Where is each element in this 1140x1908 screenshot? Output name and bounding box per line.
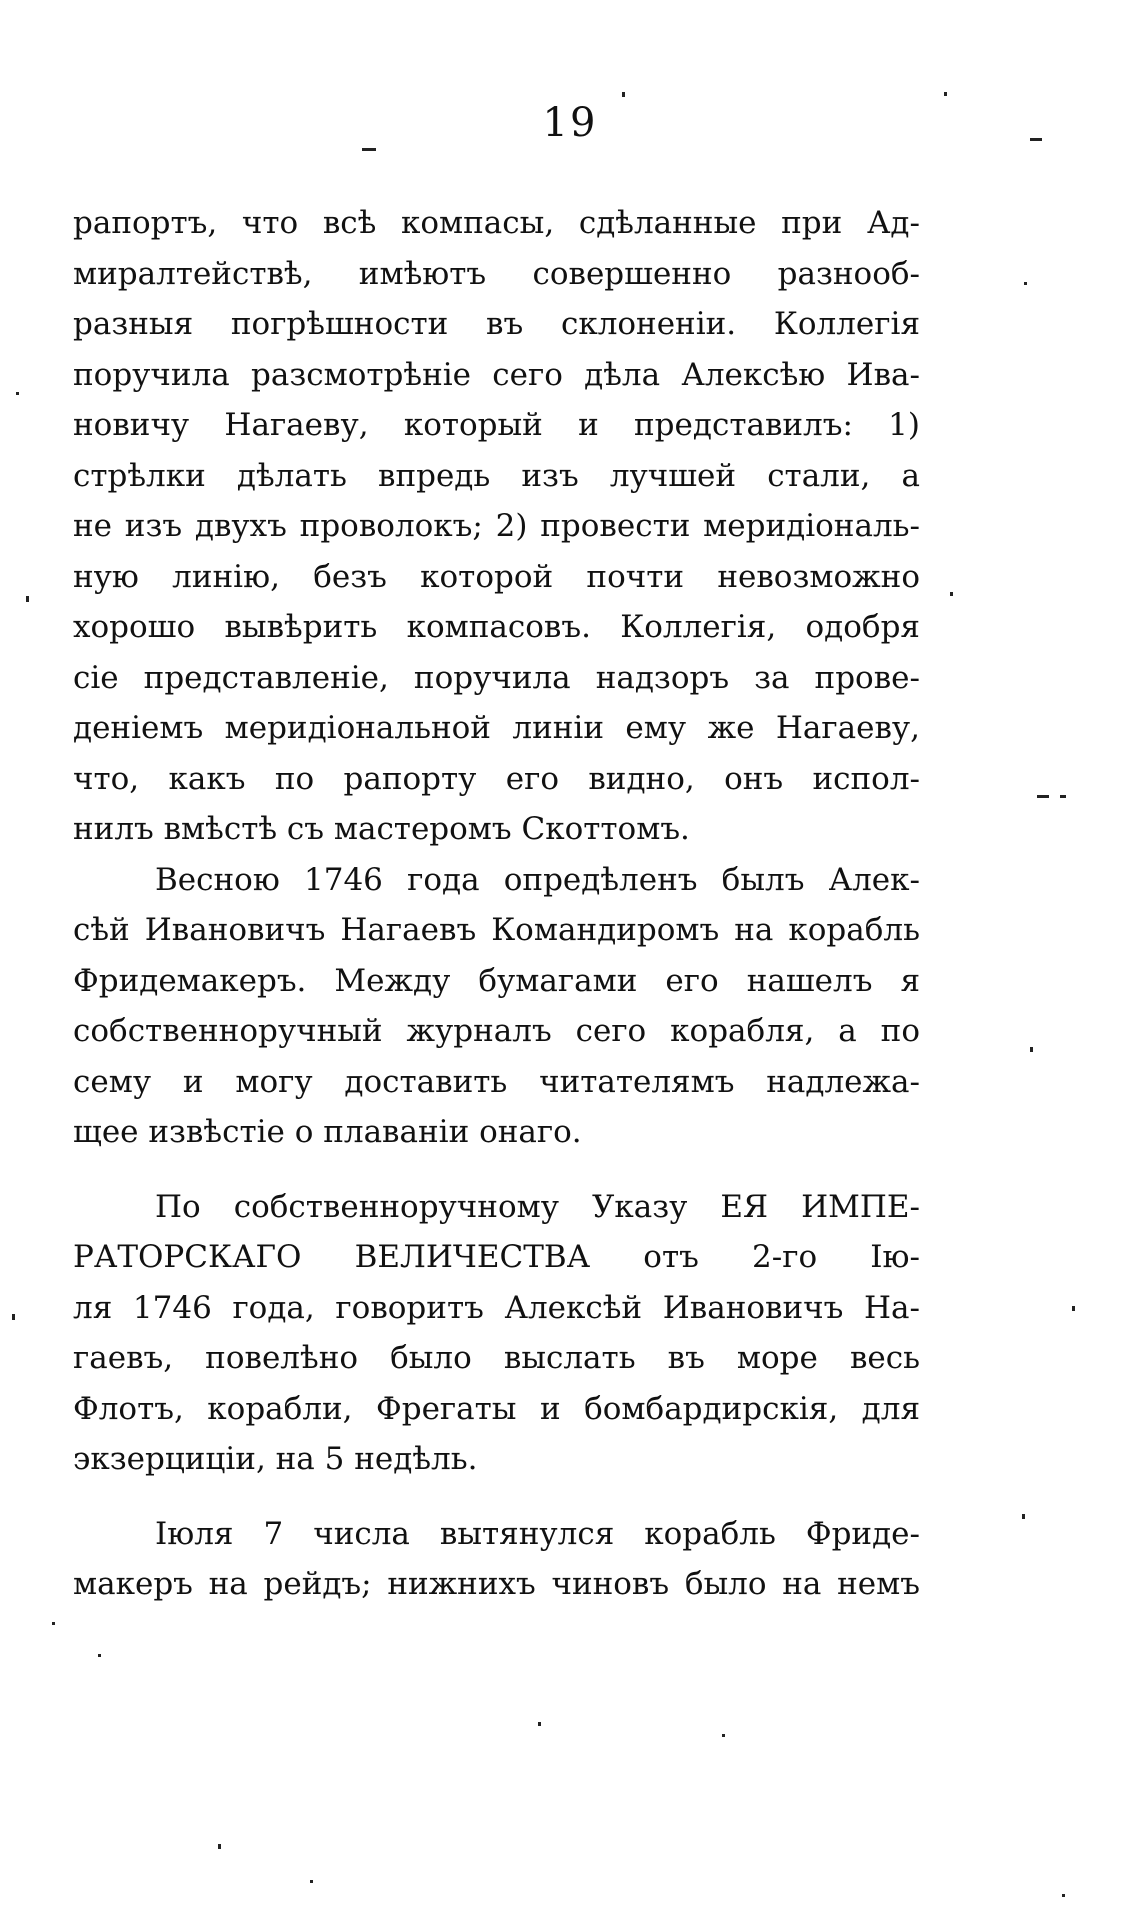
scan-speck bbox=[1022, 1514, 1025, 1519]
text-line: миралтействѣ, имѣютъ совершенно разнооб- bbox=[73, 255, 920, 292]
scan-speck bbox=[310, 1880, 313, 1883]
text-line: поручила разсмотрѣніе сего дѣла Алексѣю Ива- bbox=[73, 356, 920, 393]
text-line: сіе представленіе, поручила надзоръ за прове- bbox=[73, 659, 920, 696]
paragraph-4 bbox=[73, 1509, 920, 1610]
text-line: Весною 1746 года опредѣленъ былъ Алек- bbox=[155, 861, 920, 898]
text-line: По собственноручному Указу ЕЯ ИМПЕ- bbox=[155, 1188, 920, 1225]
text-line: гаевъ, повелѣно было выслать въ море весь bbox=[73, 1340, 920, 1376]
paragraph-2 bbox=[73, 855, 920, 1158]
text-line: щее извѣстіе о плаваніи онаго. bbox=[73, 1114, 582, 1150]
paragraph-spacer bbox=[73, 1485, 920, 1509]
text-line: Фридемакеръ. Между бумагами его нашелъ я bbox=[73, 962, 920, 999]
scan-speck bbox=[722, 1734, 725, 1737]
scan-speck bbox=[1062, 1894, 1065, 1897]
scan-speck bbox=[98, 1654, 101, 1657]
scan-speck bbox=[622, 92, 625, 97]
text-line: сѣй Ивановичъ Нагаевъ Командиромъ на корабль bbox=[73, 912, 920, 948]
scan-speck bbox=[26, 596, 29, 602]
scan-speck bbox=[1060, 795, 1066, 798]
text-line: ную линію, безъ которой почти невозможно bbox=[73, 558, 920, 595]
scan-speck bbox=[1030, 138, 1042, 141]
text-line: РАТОРСКАГО ВЕЛИЧЕСТВА отъ 2-го Ію- bbox=[73, 1239, 920, 1275]
paragraph-3 bbox=[73, 1182, 920, 1485]
text-line: разныя погрѣшности въ склоненіи. Коллегія bbox=[73, 306, 920, 342]
scan-speck bbox=[538, 1722, 541, 1726]
text-line: собственноручный журналъ сего корабля, а по bbox=[73, 1013, 920, 1049]
scan-speck bbox=[950, 592, 953, 596]
scan-speck bbox=[52, 1622, 55, 1625]
page-number: 19 bbox=[542, 100, 598, 146]
scan-speck bbox=[16, 392, 19, 395]
scan-speck bbox=[12, 1314, 15, 1320]
text-line: новичу Нагаеву, который и представилъ: 1) bbox=[73, 407, 920, 443]
scan-speck bbox=[218, 1844, 221, 1849]
scan-speck bbox=[944, 92, 947, 96]
text-line: деніемъ меридіональной линіи ему же Нагаеву, bbox=[73, 710, 920, 746]
text-line: экзерциціи, на 5 недѣль. bbox=[73, 1441, 478, 1477]
text-line: что, какъ по рапорту его видно, онъ испол- bbox=[73, 760, 920, 797]
scan-speck bbox=[1024, 282, 1027, 285]
scan-speck bbox=[1037, 795, 1049, 798]
text-line: Флотъ, корабли, Фрегаты и бомбардирскія, для bbox=[73, 1390, 920, 1427]
text-line: стрѣлки дѣлать впредь изъ лучшей стали, а bbox=[73, 457, 920, 494]
text-line: хорошо вывѣрить компасовъ. Коллегія, одобря bbox=[73, 609, 920, 645]
paragraph-spacer bbox=[73, 1158, 920, 1182]
text-line: нилъ вмѣстѣ съ мастеромъ Скоттомъ. bbox=[73, 811, 690, 847]
text-line: рапортъ, что всѣ компасы, сдѣланные при Ад- bbox=[73, 205, 920, 241]
text-line: сему и могу доставить читателямъ надлежа- bbox=[73, 1063, 920, 1100]
body-text bbox=[73, 198, 920, 1610]
text-line: макеръ на рейдъ; нижнихъ чиновъ было на немъ bbox=[73, 1566, 920, 1602]
scan-speck bbox=[362, 148, 376, 151]
scan-speck bbox=[1030, 1047, 1033, 1052]
text-line: ля 1746 года, говоритъ Алексѣй Ивановичъ На- bbox=[73, 1289, 920, 1326]
scan-speck bbox=[1072, 1306, 1075, 1311]
text-line: Іюля 7 числа вытянулся корабль Фриде- bbox=[155, 1515, 920, 1552]
paragraph-1 bbox=[73, 198, 920, 855]
text-line: не изъ двухъ проволокъ; 2) провести меридіональ- bbox=[73, 508, 920, 544]
